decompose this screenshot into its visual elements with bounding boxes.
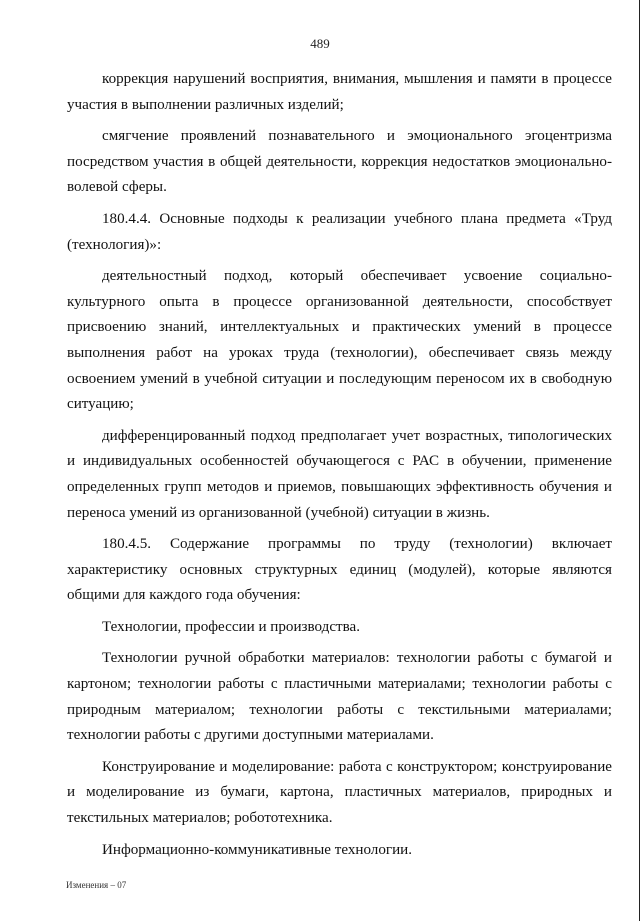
paragraph-correction: коррекция нарушений восприятия, внимания, мышления и памяти в процессе участия в выполнении различных изделий; bbox=[67, 71, 612, 113]
paragraph-module-ict: Информационно-коммуникативные технологии. bbox=[102, 841, 413, 858]
footer-revision-note: Изменения – 07 bbox=[66, 880, 127, 890]
page-number: 489 bbox=[310, 36, 330, 51]
paragraph-module-manual-processing: Технологии ручной обработки материалов: технологии работы с бумагой и картоном; технологии работы с пластичными материалами; технологии работы с природным материалом; технологии работы с текстильными материалами; технологии работы с другими доступными материалами. bbox=[67, 650, 612, 744]
document-body bbox=[67, 67, 612, 869]
paragraph-egocentrism: смягчение проявлений познавательного и эмоционального эгоцентризма посредством участия в общей деятельности, коррекция недостатков эмоционально-волевой сферы. bbox=[67, 128, 612, 196]
paragraph-section-180-4-4: 180.4.4. Основные подходы к реализации учебного плана предмета «Труд (технология)»: bbox=[67, 210, 612, 253]
paragraph-activity-approach: деятельностный подход, который обеспечивает усвоение социально-культурного опыта в процессе организованной деятельности, способствует присвоению знаний, интеллектуальных и практических умений в процессе выполнения работ на уроках труда (технологии), обеспечивает связь между освоением умений в учебной ситуации и последующим переносом их в свободную ситуацию; bbox=[67, 268, 612, 413]
paragraph-module-construction: Конструирование и моделирование: работа с конструктором; конструирование и моделирование из бумаги, картона, пластичных материалов, природных и текстильных материалов; робототехника. bbox=[67, 758, 612, 827]
paragraph-differentiated-approach: дифференцированный подход предполагает учет возрастных, типологических и индивидуальных особенностей обучающегося с РАС в обучении, применение определенных групп методов и приемов, повышающих эффективность обучения и переноса умений из организованной (учебной) ситуации в жизнь. bbox=[67, 427, 612, 521]
paragraph-section-180-4-5: 180.4.5. Содержание программы по труду (технологии) включает характеристику основных структурных единиц (модулей), которые являются общими для каждого года обучения: bbox=[67, 536, 612, 604]
paragraph-module-technologies: Технологии, профессии и производства. bbox=[102, 618, 361, 635]
